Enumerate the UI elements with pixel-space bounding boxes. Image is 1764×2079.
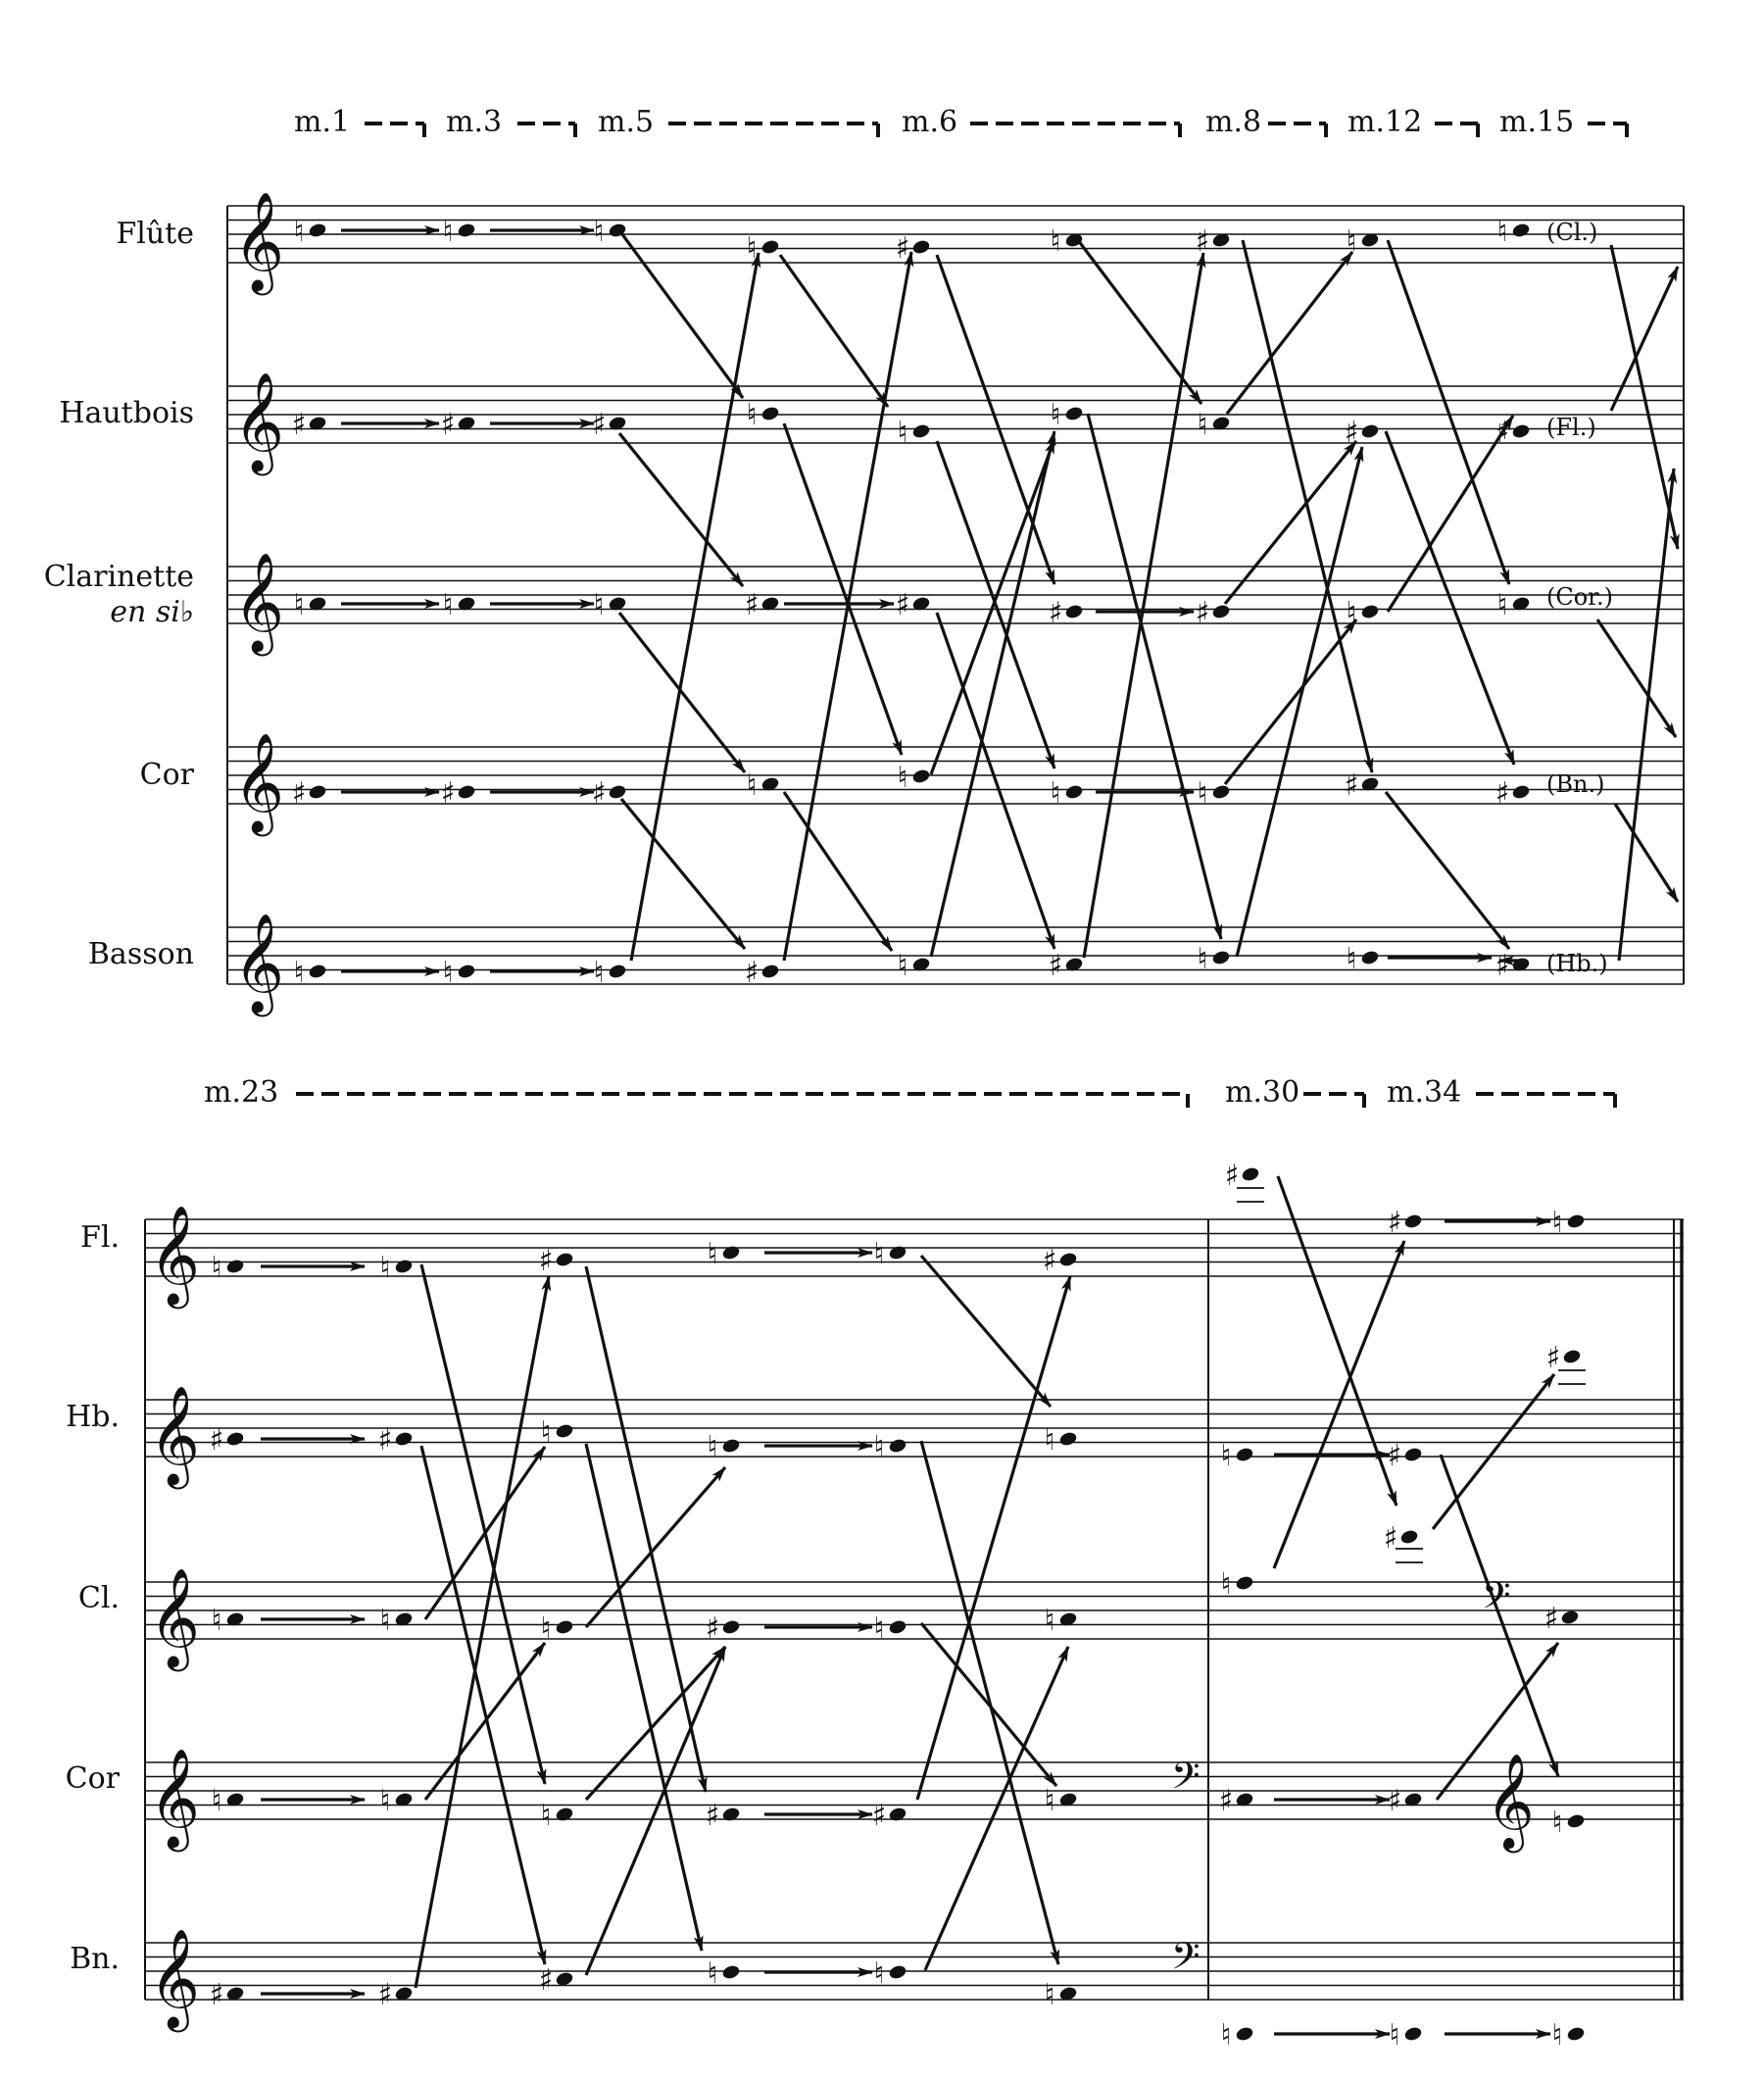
arrow xyxy=(631,253,759,961)
sharp-icon: ♯ xyxy=(705,1799,720,1833)
note-head xyxy=(1235,2025,1254,2042)
note-head xyxy=(394,1430,414,1447)
arrow xyxy=(1227,252,1352,414)
note-head xyxy=(1241,1165,1260,1182)
system-1 xyxy=(44,105,1684,1017)
note-head xyxy=(760,963,780,979)
note-head xyxy=(721,1963,741,1980)
natural-icon: ♮ xyxy=(1496,215,1508,249)
note-head xyxy=(1211,949,1231,965)
treble-clef-icon: 𝄞 xyxy=(233,371,285,471)
treble-clef-icon: 𝄞 xyxy=(233,912,285,1013)
sharp-icon: ♯ xyxy=(538,1244,554,1278)
note-head xyxy=(760,238,780,255)
arrow xyxy=(619,433,743,586)
note-head xyxy=(457,963,476,979)
measure-label: m.23 xyxy=(204,1075,279,1110)
sharp-icon: ♯ xyxy=(705,1611,720,1646)
natural-icon: ♮ xyxy=(1346,942,1357,976)
arrow xyxy=(931,431,1054,957)
sharp-icon: ♯ xyxy=(591,776,607,811)
arrow xyxy=(1225,441,1356,604)
natural-icon: ♮ xyxy=(746,398,758,432)
note-head xyxy=(888,1963,907,1980)
arrow xyxy=(784,252,911,961)
instrument-label: Cor xyxy=(139,758,194,792)
natural-icon: ♮ xyxy=(211,1251,222,1285)
treble-clef-icon: 𝄞 xyxy=(149,1204,201,1305)
note-head xyxy=(888,1437,907,1454)
arrow xyxy=(921,1256,1051,1407)
natural-icon: ♮ xyxy=(1346,224,1357,259)
sharp-icon: ♯ xyxy=(1042,1244,1057,1278)
arrow xyxy=(780,255,888,407)
instrument-label: Flûte xyxy=(116,217,194,251)
natural-icon: ♮ xyxy=(1044,1784,1055,1818)
treble-clef-icon: 𝄞 xyxy=(149,1566,201,1667)
note-head xyxy=(555,1618,574,1635)
note-head xyxy=(1211,603,1231,619)
note-head xyxy=(1566,1812,1586,1829)
arrow xyxy=(1274,1241,1404,1568)
note-head xyxy=(308,783,327,800)
natural-icon: ♮ xyxy=(379,1604,391,1638)
note-head xyxy=(555,1251,574,1267)
sharp-icon: ♯ xyxy=(291,776,307,811)
note-head xyxy=(1064,603,1084,619)
note-head xyxy=(1399,1528,1419,1545)
sharp-icon: ♯ xyxy=(1383,1521,1398,1556)
note-head xyxy=(308,222,327,238)
natural-icon: ♮ xyxy=(1197,408,1208,442)
note-head xyxy=(1211,783,1231,800)
sharp-icon: ♯ xyxy=(1387,1206,1402,1240)
instrument-label: Cl. xyxy=(77,1581,120,1615)
note-head xyxy=(721,1806,741,1822)
arrow xyxy=(586,1467,725,1627)
sharp-icon: ♯ xyxy=(440,776,456,811)
natural-icon: ♮ xyxy=(1389,2018,1400,2053)
natural-icon: ♮ xyxy=(442,956,454,990)
note-head xyxy=(888,1806,907,1822)
system-2 xyxy=(66,1075,1684,2053)
measure-label: m.34 xyxy=(1387,1075,1462,1110)
sharp-icon: ♯ xyxy=(1544,1602,1559,1636)
note-head xyxy=(1058,1251,1078,1267)
arrow xyxy=(1441,1455,1558,1776)
note-head xyxy=(555,1422,574,1439)
bass-clef-icon: 𝄢 xyxy=(1482,1573,1511,1626)
arrow xyxy=(1243,240,1372,772)
arrow xyxy=(621,799,745,949)
sharp-icon: ♯ xyxy=(895,231,910,266)
sharp-icon: ♯ xyxy=(1545,1341,1561,1375)
measure-label: m.15 xyxy=(1499,105,1575,139)
arrow xyxy=(1388,240,1509,584)
note-head xyxy=(1058,1430,1078,1447)
arrow xyxy=(1237,447,1362,957)
instrument-label: Cor xyxy=(65,1761,120,1796)
instrument-label: Fl. xyxy=(80,1220,120,1255)
note-head xyxy=(1360,422,1380,439)
note-head xyxy=(608,783,627,800)
sharp-icon: ♯ xyxy=(1344,768,1359,803)
natural-icon: ♮ xyxy=(1050,224,1061,259)
note-head xyxy=(1360,603,1380,619)
instrument-label: Basson xyxy=(87,937,194,971)
natural-icon: ♮ xyxy=(1496,588,1508,622)
arrow xyxy=(1088,414,1221,939)
arrow xyxy=(937,255,1054,584)
natural-icon: ♮ xyxy=(593,588,605,622)
arrow xyxy=(619,613,745,772)
natural-icon: ♮ xyxy=(293,588,305,622)
natural-icon: ♮ xyxy=(379,1251,391,1285)
sharp-icon: ♯ xyxy=(209,1423,224,1458)
end-label: (Bn.) xyxy=(1546,770,1605,798)
note-head xyxy=(888,1618,907,1635)
natural-icon: ♮ xyxy=(1050,398,1061,432)
bass-clef-icon: 𝄢 xyxy=(1171,1934,1200,1987)
natural-icon: ♮ xyxy=(211,1604,222,1638)
note-head xyxy=(1566,2025,1586,2042)
natural-icon: ♮ xyxy=(707,1430,718,1464)
natural-icon: ♮ xyxy=(707,1237,718,1271)
sharp-icon: ♯ xyxy=(895,588,910,622)
note-head xyxy=(1064,783,1084,800)
notes xyxy=(210,1159,1586,2053)
treble-clef-icon: 𝄞 xyxy=(1486,1753,1535,1849)
natural-icon: ♮ xyxy=(873,1611,885,1646)
note-head xyxy=(225,1258,245,1274)
bass-clef-icon: 𝄢 xyxy=(1171,1754,1200,1807)
natural-icon: ♮ xyxy=(442,588,454,622)
treble-clef-icon: 𝄞 xyxy=(149,1384,201,1485)
natural-icon: ♮ xyxy=(746,231,758,266)
note-head xyxy=(1511,222,1531,238)
instrument-label: Hautbois xyxy=(59,396,194,430)
natural-icon: ♮ xyxy=(540,1799,552,1833)
sharp-icon: ♯ xyxy=(1048,596,1063,630)
arrow xyxy=(1386,792,1509,949)
natural-icon: ♮ xyxy=(897,949,908,983)
note-head xyxy=(1403,1213,1423,1229)
natural-icon: ♮ xyxy=(442,215,454,249)
arrow xyxy=(416,1276,549,1988)
note-head xyxy=(1064,405,1084,421)
treble-clef-icon: 𝄞 xyxy=(233,731,285,832)
arrow xyxy=(921,1441,1058,1964)
natural-icon: ♮ xyxy=(293,215,305,249)
sharp-icon: ♯ xyxy=(377,1978,393,2012)
sharp-icon: ♯ xyxy=(1195,224,1210,259)
natural-icon: ♮ xyxy=(1551,1206,1563,1240)
natural-icon: ♮ xyxy=(1044,1423,1055,1458)
sharp-icon: ♯ xyxy=(1494,776,1510,811)
sharp-icon: ♯ xyxy=(1195,596,1210,630)
note-head xyxy=(1562,1348,1582,1364)
note-head xyxy=(394,1258,414,1274)
sharp-icon: ♯ xyxy=(1048,949,1063,983)
sharp-icon: ♯ xyxy=(591,408,607,442)
natural-icon: ♮ xyxy=(1551,1806,1563,1840)
note-head xyxy=(608,963,627,979)
note-head xyxy=(1403,2025,1423,2042)
end-label: (Hb.) xyxy=(1546,950,1608,977)
end-label: (Cor.) xyxy=(1546,583,1614,611)
natural-icon: ♮ xyxy=(593,956,605,990)
clefs xyxy=(233,190,284,1017)
treble-clef-icon: 𝄞 xyxy=(233,551,285,652)
natural-icon: ♮ xyxy=(379,1784,391,1818)
natural-icon: ♮ xyxy=(1220,2018,1232,2053)
note-head xyxy=(1560,1609,1580,1625)
treble-clef-icon: 𝄞 xyxy=(149,1747,201,1848)
staves xyxy=(145,1219,1684,2000)
natural-icon: ♮ xyxy=(707,1956,718,1991)
note-head xyxy=(225,1430,245,1447)
note-head xyxy=(308,963,327,979)
sharp-icon: ♯ xyxy=(1387,1784,1402,1818)
measure-label: m.1 xyxy=(294,105,351,139)
measure-label: m.30 xyxy=(1225,1075,1300,1110)
arrow xyxy=(1225,619,1356,784)
sharp-icon: ♯ xyxy=(291,408,307,442)
measure-label: m.3 xyxy=(446,105,503,139)
sharp-icon: ♯ xyxy=(1494,416,1510,450)
note-head xyxy=(1566,1213,1586,1229)
treble-clef-icon: 𝄞 xyxy=(149,1927,201,2028)
natural-icon: ♮ xyxy=(540,1611,552,1646)
instrument-label: Bn. xyxy=(70,1942,120,1976)
natural-icon: ♮ xyxy=(1044,1978,1055,2012)
natural-icon: ♮ xyxy=(873,1430,885,1464)
measure-label: m.6 xyxy=(902,105,958,139)
natural-icon: ♮ xyxy=(897,416,908,450)
natural-icon: ♮ xyxy=(293,956,305,990)
sharp-icon: ♯ xyxy=(440,408,456,442)
natural-icon: ♮ xyxy=(1197,942,1208,976)
natural-icon: ♮ xyxy=(1044,1604,1055,1638)
natural-icon: ♮ xyxy=(1551,2018,1563,2053)
natural-icon: ♮ xyxy=(540,1415,552,1450)
note-head xyxy=(555,1806,574,1822)
arrow xyxy=(1386,431,1514,765)
arrow xyxy=(921,1623,1056,1786)
natural-icon: ♮ xyxy=(897,761,908,795)
note-head xyxy=(721,1437,741,1454)
sharp-icon: ♯ xyxy=(1218,1784,1234,1818)
instrument-label: Hb. xyxy=(66,1400,120,1434)
end-label: (Cl.) xyxy=(1546,219,1598,246)
arrows xyxy=(261,1176,1558,2034)
sharp-icon: ♯ xyxy=(871,1799,887,1833)
note-head xyxy=(911,238,931,255)
arrow xyxy=(784,423,902,755)
note-head xyxy=(911,767,931,784)
sharp-icon: ♯ xyxy=(1494,949,1510,983)
sharp-icon: ♯ xyxy=(744,588,760,622)
sharp-icon: ♯ xyxy=(1387,1439,1402,1473)
measure-label: m.5 xyxy=(598,105,655,139)
note-head xyxy=(1235,1446,1254,1462)
arrow xyxy=(586,1647,725,1975)
sharp-icon: ♯ xyxy=(1224,1159,1240,1193)
natural-icon: ♮ xyxy=(746,768,758,803)
notes xyxy=(292,215,1531,990)
sharp-icon: ♯ xyxy=(1344,416,1359,450)
note-head xyxy=(1511,783,1531,800)
note-head xyxy=(457,222,476,238)
natural-icon: ♮ xyxy=(1197,776,1208,811)
natural-icon: ♮ xyxy=(211,1784,222,1818)
measure-label: m.12 xyxy=(1348,105,1423,139)
instrument-label: Clarinette xyxy=(43,560,194,594)
instrument-label: en si♭ xyxy=(110,595,194,629)
natural-icon: ♮ xyxy=(873,1237,885,1271)
note-head xyxy=(721,1244,741,1261)
natural-icon: ♮ xyxy=(1220,1439,1232,1473)
arrow xyxy=(937,613,1054,949)
note-head xyxy=(1360,949,1380,965)
end-label: (Fl.) xyxy=(1546,414,1596,441)
note-head xyxy=(721,1618,741,1635)
sharp-icon: ♯ xyxy=(377,1423,393,1458)
arrows xyxy=(341,230,1678,971)
arrow xyxy=(1615,804,1678,902)
note-head xyxy=(1235,1574,1254,1591)
note-head xyxy=(888,1244,907,1261)
treble-clef-icon: 𝄞 xyxy=(233,190,285,291)
arrow xyxy=(619,230,743,398)
arrow xyxy=(1619,469,1674,961)
measure-span-dashes xyxy=(365,124,1627,137)
sharp-icon: ♯ xyxy=(209,1978,224,2012)
arrow xyxy=(931,439,1054,774)
natural-icon: ♮ xyxy=(593,215,605,249)
note-head xyxy=(1511,422,1531,439)
note-head xyxy=(457,783,476,800)
sharp-icon: ♯ xyxy=(538,1963,554,1998)
natural-icon: ♮ xyxy=(1050,776,1061,811)
arrow xyxy=(1084,253,1203,958)
natural-icon: ♮ xyxy=(1346,596,1357,630)
arrow xyxy=(1597,619,1676,737)
natural-icon: ♮ xyxy=(873,1956,885,1991)
natural-icon: ♮ xyxy=(1220,1567,1232,1602)
note-head xyxy=(760,405,780,421)
measure-label: m.8 xyxy=(1205,105,1262,139)
sharp-icon: ♯ xyxy=(744,956,760,990)
note-head xyxy=(911,422,931,439)
note-head xyxy=(1403,1446,1423,1462)
arrow xyxy=(1433,1374,1554,1529)
